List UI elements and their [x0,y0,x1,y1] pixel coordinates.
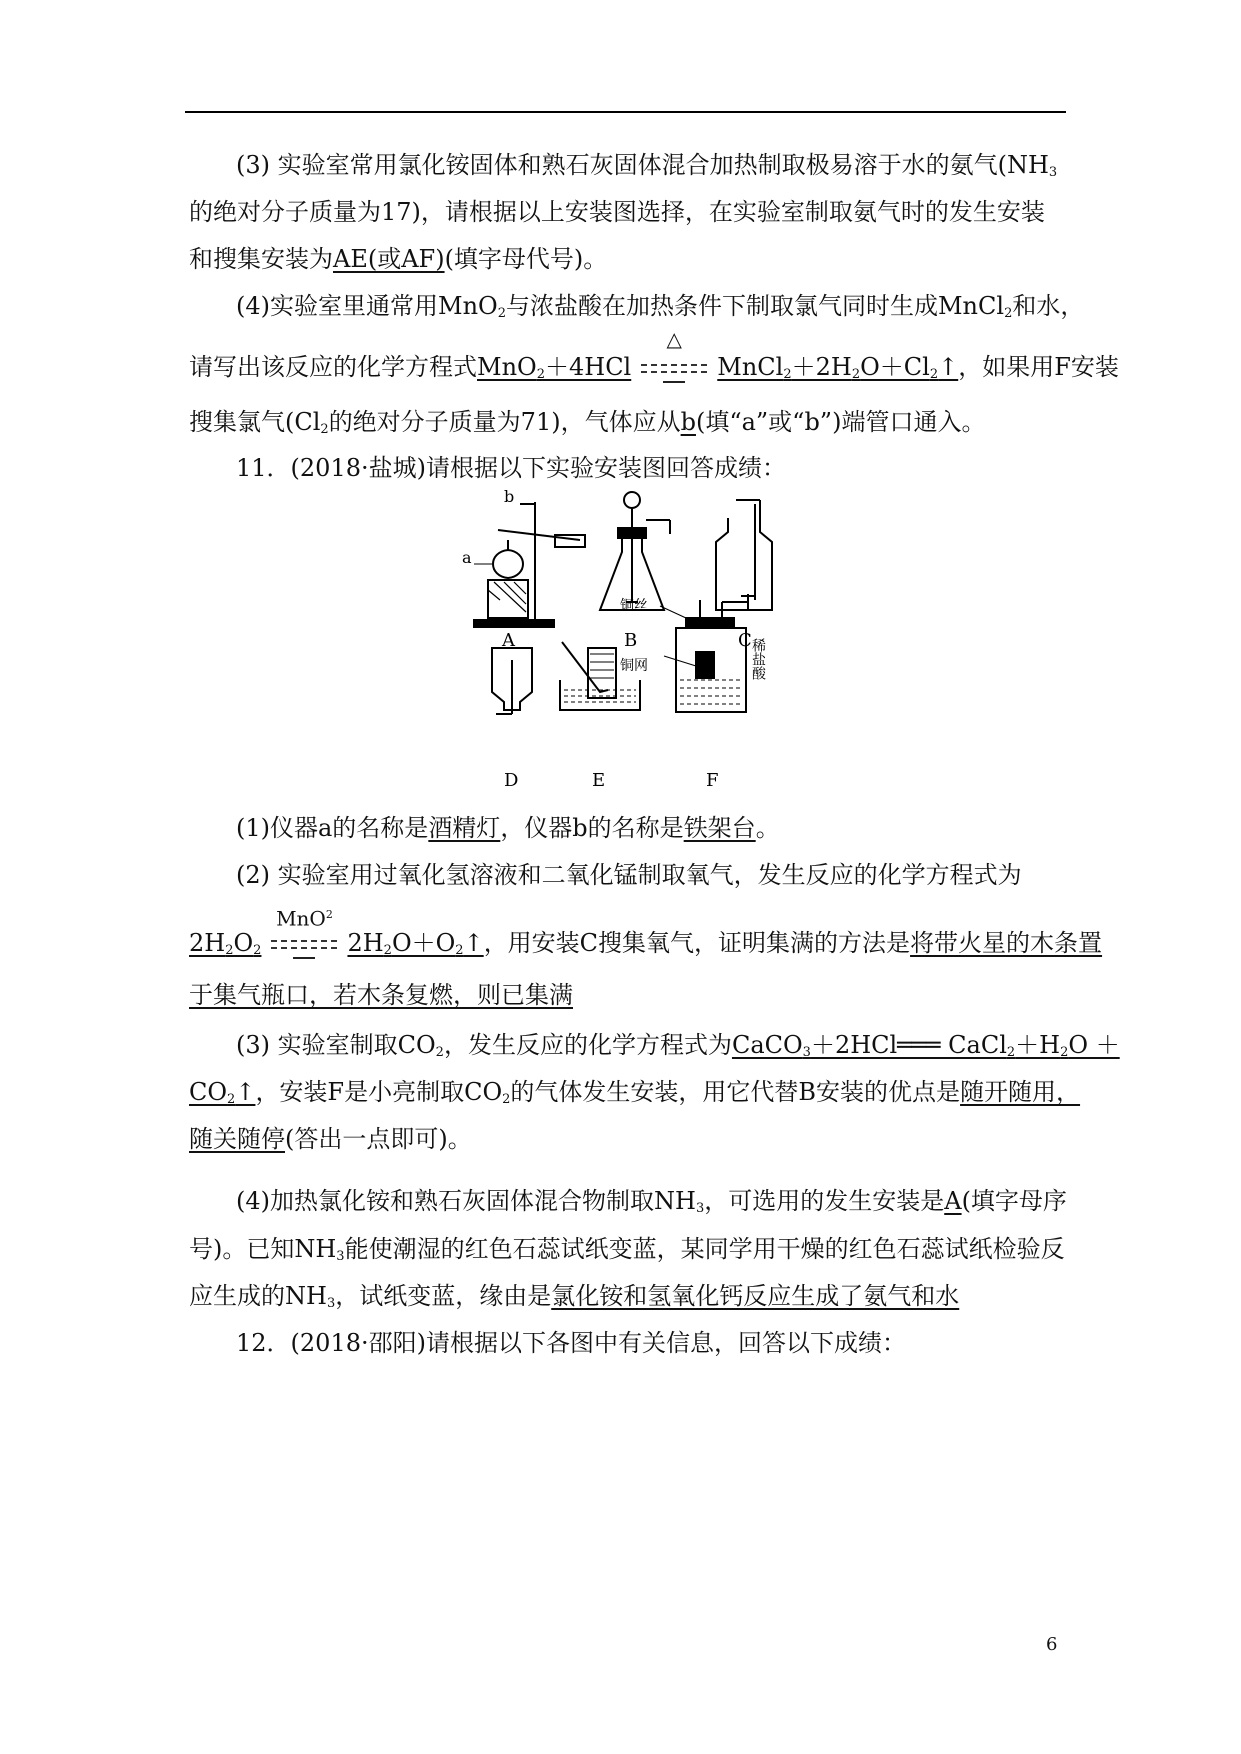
q4-line-2: 请写出该反应的化学方程式MnO$_2$＋4HCl △ $MnCl_2+2H_2O+Cl_2↑$，如果用F安装 [189,326,1119,382]
svg-text:F: F [706,770,719,790]
svg-text:b: b [504,490,515,506]
q12-header: 12．(2018·邵阳)请根据以下各图中有关信息，回答以下成绩： [236,1329,906,1357]
q11-header: 11．(2018·盐城)请根据以下实验安装图回答成绩： [236,454,786,482]
svg-text:C: C [738,630,752,651]
q11-part4-line3: 应生成的$NH_3$，试纸变蓝，缘由是氯化铵和氢氧化钙反应生成了氨气和水 [189,1282,960,1311]
svg-text:a: a [462,548,472,567]
q11-part2-line1: (2) 实验室用过氧化氢溶液和二氧化锰制取氧气，发生反应的化学方程式为 [236,861,1022,889]
q3-line-1: (3) 实验室常用氯化铵固体和熟石灰固体混合加热制取极易溶于水的氨气($NH_3$ [236,151,1058,180]
q11-part4-line2: 号)。已知$NH_3$能使潮湿的红色石蕊试纸变蓝，某同学用干燥的红色石蕊试纸检验反 [189,1235,1065,1264]
q11-part2-line2: $2H_2O_2$ MnO$^2$ $2H_2O+O_2↑$，用安装C搜集氧气，证明集满的方法是将带火星的木条置 [189,906,1103,958]
reaction-arrow: △ [641,354,707,384]
q3-line-2: 的绝对分子质量为17)，请根据以上安装图选择，在实验室制取氨气时的发生安装 [189,198,1045,226]
svg-text:稀盐酸: 稀盐酸 [750,638,766,680]
q3-answer: AE(或AF) [333,245,445,273]
q4-answer: b [680,408,696,436]
svg-text:铜网: 铜网 [620,658,648,674]
q3-line-3: 和搜集安装为AE(或AF)(填字母代号)。 [189,245,608,273]
svg-text:B: B [624,630,638,651]
q11-part3-line2: $CO_2↑$，安装F是小亮制取$CO_2$的气体发生安装，用它代替B安装的优点是随开随用， [189,1078,1081,1107]
svg-text:铜丝: 铜丝 [620,598,648,614]
q11-part4-line1: (4)加热氯化铵和熟石灰固体混合物制取$NH_3$，可选用的发生安装是A(填字母序 [236,1187,1067,1216]
q4-equation: MnO$_2$＋4HCl [477,353,632,382]
svg-text:A: A [502,630,515,651]
apparatus-figure [460,490,820,790]
svg-text:E: E [592,770,606,790]
reaction-arrow: MnO$^2$ [271,930,337,960]
svg-text:D: D [504,770,519,790]
q11-part1: (1)仪器a的名称是酒精灯，仪器b的名称是铁架台。 [236,814,780,842]
header-rule [185,111,1066,113]
q11-part3-line3: 随关随停(答出一点即可)。 [189,1125,472,1153]
q4-line-1: (4)实验室里通常用MnO$_2$与浓盐酸在加热条件下制取氯气同时生成MnCl$_2$和水， [236,292,1085,321]
q11-part3-line1: (3) 实验室制取$CO_2$，发生反应的化学方程式为CaCO$_3$＋2HCl═══ $CaCl_2+H_2O$ ＋ [236,1031,1120,1060]
q11-part2-line3: 于集气瓶口，若木条复燃，则已集满 [189,981,573,1009]
page-number: 6 [1046,1634,1058,1655]
q4-line-3: 搜集氯气($Cl_2$的绝对分子质量为71)，气体应从b(填“a”或“b”)端管口通入。 [189,408,986,437]
